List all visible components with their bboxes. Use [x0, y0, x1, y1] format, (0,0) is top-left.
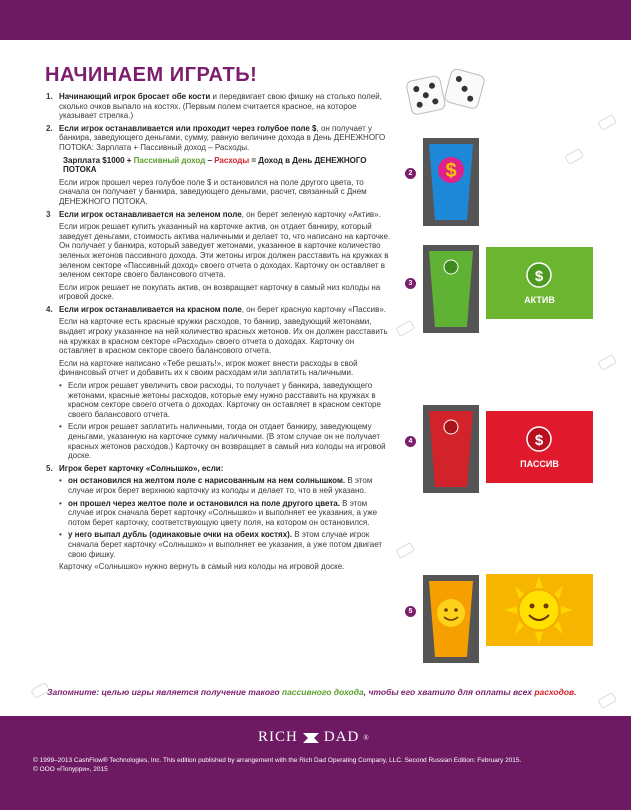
dice-illustration [405, 66, 490, 121]
rule-lead: Игрок берет карточку «Солнышко», если: [59, 463, 224, 473]
bullet-item: • он остановился на желтом поле с нарисованным на нем солнышком. В этом случае игрок берет верхнюю карточку из колоды и делает то, что в ней указано. [59, 476, 373, 495]
green-field-graphic [423, 245, 479, 333]
rules-content [46, 92, 391, 575]
paragraph: Если игрок решает купить указанный на карточке актив, он отдает банкиру, который заведует деньгами, стоимость актива наличными и делает то, что написано на карточке. Он получает у банкира, который заведует жетонами, указанное в карточке количество зеленых жетонов пассивного дохода. Эти жетоны игрок должен расставить на кружках в зеленом секторе «Пассивный доход» своего отчета о доходах. Карточку он оставляет в зеленом секторе своего балансового отчета. [59, 222, 391, 280]
rule-text: , он берет красную карточку «Пассив». [241, 304, 387, 314]
asset-card [486, 247, 593, 319]
rule-3 [46, 210, 391, 302]
logo-emblem-icon [302, 731, 320, 745]
paragraph: Если игрок прошел через голубое поле $ и остановился на поле другого цвета, то сначала он получает у банкира, заведующего деньгами, расчет, связанный с Днем ДЕНЕЖНОГО ПОТОКА. [59, 177, 367, 206]
rule-text: , он берет зеленую карточку «Актив». [241, 209, 381, 219]
rule-text: и передвигает свою фишку на столько полей, сколько очков выпало на костях. (Первым полем считается красное, на которое указывает стрелка.) [59, 92, 382, 121]
asset-card-icon [486, 247, 593, 319]
step-marker-5: 5 [405, 606, 416, 617]
formula: Зарплата $1000 + Пассивный доход – Расходы = Доход в День ДЕНЕЖНОГО ПОТОКА [63, 155, 367, 175]
reminder-note: Запомните: целью игры является получение такого пассивного дохода, чтобы его хватило для оплаты всех расходов. [47, 687, 577, 697]
step-marker-4: 4 [405, 436, 416, 447]
rule-text: , он получает у банкира, заведующего деньгами, сумму, равную величине дохода в День ДЕНЕЖНОГО ПОТОКА: Зарплата + Пассивный доход – Расходы. [59, 123, 386, 152]
bullet-item: • он прошел через желтое поле и остановился на поле другого цвета. В этом случае игрок сначала берет карточку «Солнышко» и выполняет ее указания, а уже потом берет карточку, соответствующую цвету поля, на котором он остановился. [59, 498, 378, 527]
copyright: © 1999–2013 CashFlow® Technologies, Inc. This edition published by arrangement with the Rich Dad Operating Company, LLC. Second Russian Edition: February 2015. © ООО «Попурри», 2015 [33, 757, 522, 773]
watermark-stamp-icon [395, 540, 415, 560]
paragraph: Если игрок решает не покупать актив, он возвращает карточку в самый низ колоды на игровой доске. [59, 282, 381, 302]
liability-card-label: ПАССИВ [520, 459, 559, 469]
blue-field-graphic [423, 138, 479, 226]
red-field-graphic [423, 405, 479, 493]
asset-card-label: АКТИВ [524, 295, 555, 305]
top-banner [0, 0, 631, 40]
step-marker-2: 2 [405, 168, 416, 179]
yellow-field-graphic [423, 575, 479, 663]
watermark-stamp-icon [597, 352, 617, 372]
rule-number: 4. [46, 304, 53, 314]
liability-card-icon [486, 411, 593, 483]
rule-number: 1. [46, 92, 53, 101]
sunshine-card [486, 574, 593, 646]
bullet-item: • у него выпал дубль (одинаковые очки на обеих костях). В этом случае игрок сначала берет карточку «Солнышко» и выполняет ее указания, а уже потом двигает свою фишку. [59, 530, 383, 559]
rule-lead: Если игрок останавливается на зеленом поле [59, 209, 242, 219]
green-board-field [423, 245, 479, 333]
liability-card [486, 411, 593, 483]
bullet-item: • Если игрок решает увеличить свои расходы, то получает у банкира, заведующего жетонами, красные жетоны расходов, которые ему нужно расставить на кружках в красном секторе своего отчета о доходах. Карточку он оставляет в красном секторе своего балансового отчета. [59, 381, 381, 419]
rule-lead: Если игрок останавливается на красном поле [59, 304, 242, 314]
rich-dad-logo: RICH DAD ® [258, 729, 370, 745]
paragraph: Если на карточке есть красные кружки расходов, то банкир, заведующий жетонами, выдает игроку указанное на ней количество красных жетонов. Их он должен расставить на кружках в красном секторе «Расходы» своего отчета о доходах. Карточку он оставляет в красном секторе своего балансового отчета. [59, 317, 388, 356]
rule-number: 5. [46, 463, 53, 473]
rule-4 [46, 305, 391, 378]
watermark-stamp-icon [564, 146, 584, 166]
dollar-sign: $ [534, 268, 544, 285]
bullet-item: • Если игрок решает заплатить наличными, тогда он отдает банкиру, заведующему деньгами, указанную на карточке сумму наличными. (В этом случае он не получает красных жетонов расходов.) Карточку он возвращает в самый низ колоды на игровой доске. [59, 422, 386, 461]
rule-lead: Начинающий игрок бросает обе кости [59, 92, 211, 101]
rule-lead: Если игрок останавливается или проходит через голубое поле $ [59, 123, 317, 133]
rule-number: 3 [46, 209, 51, 219]
paragraph: Карточку «Солнышко» нужно вернуть в самый низ колоды на игровой доске. [59, 562, 345, 572]
paragraph: Если на карточке написано «Тебе решать!», игрок может внести расходы в свой финансовый отчет и добавить их к своим расходам или заплатить наличными. [59, 358, 358, 378]
dollar-sign: $ [534, 432, 544, 449]
watermark-stamp-icon [395, 318, 415, 338]
dollar-sign: $ [445, 160, 457, 182]
rule-2 [46, 124, 391, 207]
page-title: НАЧИНАЕМ ИГРАТЬ! [45, 64, 258, 86]
blue-board-field [423, 138, 479, 226]
step-marker-3: 3 [405, 278, 416, 289]
watermark-stamp-icon [597, 112, 617, 132]
rule-number: 2. [46, 123, 53, 133]
rule-1 [46, 92, 391, 121]
yellow-board-field [423, 575, 479, 663]
red-board-field [423, 405, 479, 493]
sun-icon [486, 574, 593, 646]
rule-5 [46, 464, 391, 474]
